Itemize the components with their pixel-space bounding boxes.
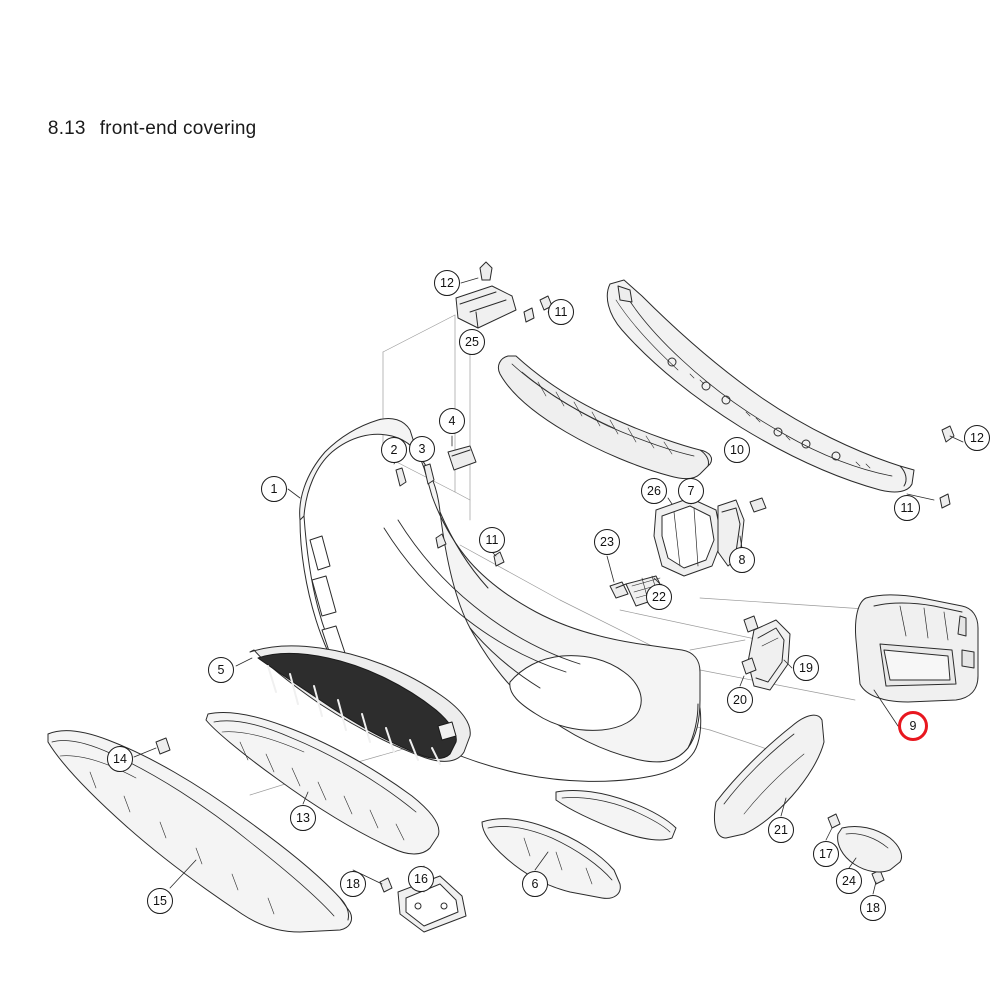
callout-1[interactable]: 1 xyxy=(261,476,287,502)
callout-13[interactable]: 13 xyxy=(290,805,316,831)
callout-15[interactable]: 15 xyxy=(147,888,173,914)
callout-26[interactable]: 26 xyxy=(641,478,667,504)
callout-22[interactable]: 22 xyxy=(646,584,672,610)
callout-12[interactable]: 12 xyxy=(434,270,460,296)
callout-18[interactable]: 18 xyxy=(340,871,366,897)
callout-16[interactable]: 16 xyxy=(408,866,434,892)
callout-17[interactable]: 17 xyxy=(813,841,839,867)
callout-3[interactable]: 3 xyxy=(409,436,435,462)
callout-12[interactable]: 12 xyxy=(964,425,990,451)
callout-11[interactable]: 11 xyxy=(894,495,920,521)
callout-9[interactable]: 9 xyxy=(898,711,928,741)
callout-25[interactable]: 25 xyxy=(459,329,485,355)
callout-24[interactable]: 24 xyxy=(836,868,862,894)
section-title: front-end covering xyxy=(99,118,257,139)
callout-20[interactable]: 20 xyxy=(727,687,753,713)
callout-19[interactable]: 19 xyxy=(793,655,819,681)
callout-18[interactable]: 18 xyxy=(860,895,886,921)
callout-6[interactable]: 6 xyxy=(522,871,548,897)
callout-4[interactable]: 4 xyxy=(439,408,465,434)
section-number: 8.13 xyxy=(47,118,86,139)
callout-8[interactable]: 8 xyxy=(729,547,755,573)
callout-2[interactable]: 2 xyxy=(381,437,407,463)
callout-7[interactable]: 7 xyxy=(678,478,704,504)
callout-11[interactable]: 11 xyxy=(548,299,574,325)
callout-5[interactable]: 5 xyxy=(208,657,234,683)
callout-14[interactable]: 14 xyxy=(107,746,133,772)
callout-10[interactable]: 10 xyxy=(724,437,750,463)
callout-21[interactable]: 21 xyxy=(768,817,794,843)
callout-11[interactable]: 11 xyxy=(479,527,505,553)
callout-23[interactable]: 23 xyxy=(594,529,620,555)
